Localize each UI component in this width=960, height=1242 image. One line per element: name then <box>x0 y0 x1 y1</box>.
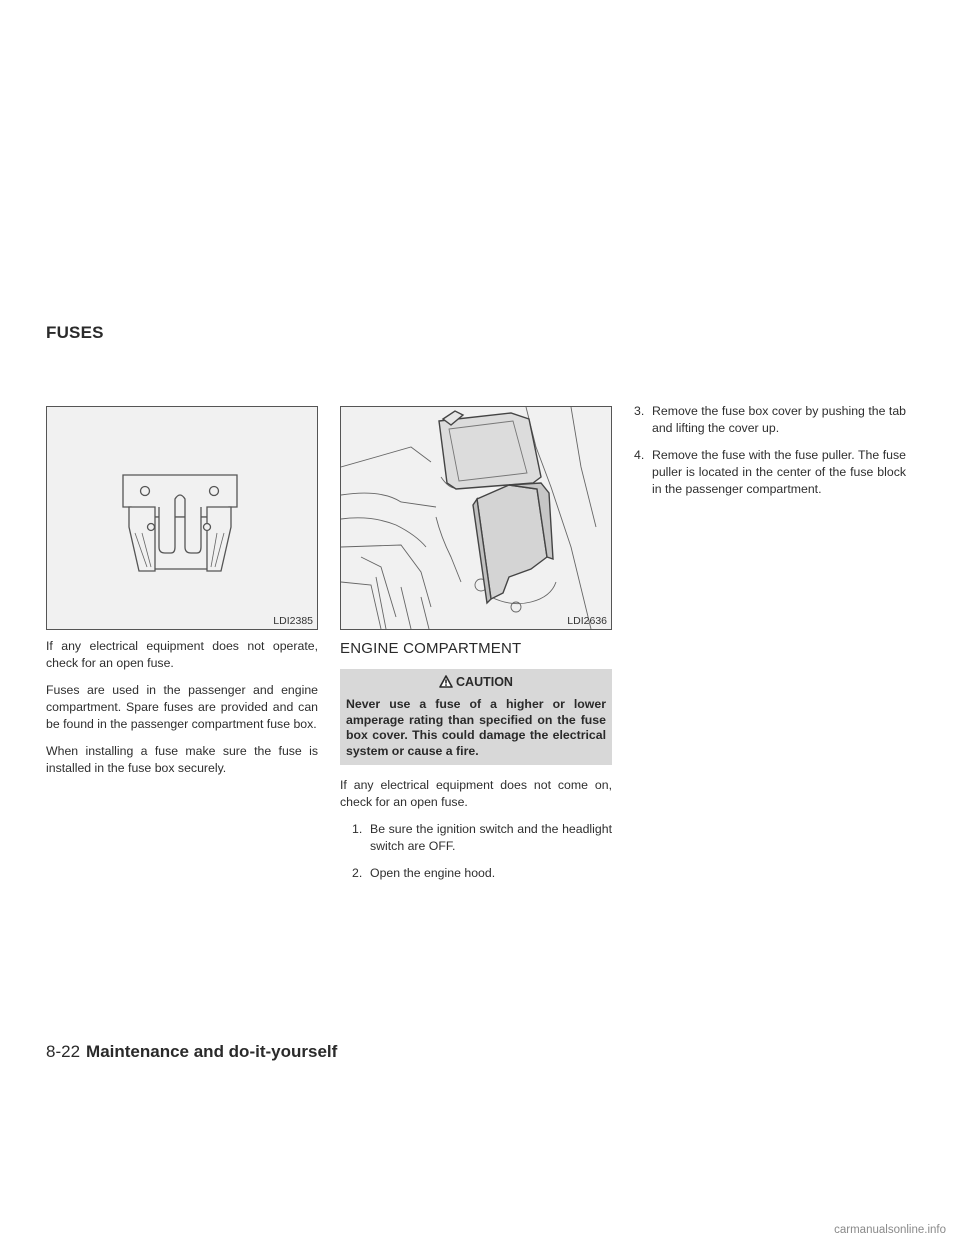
paragraph: If any electrical equipment does not come on, check for an open fuse. <box>340 778 612 809</box>
step-list <box>634 403 906 498</box>
page-number: 8-22 <box>46 1042 81 1061</box>
figure-code: LDI2636 <box>567 615 607 627</box>
caution-header <box>346 673 606 689</box>
engine-fuse-box-figure <box>340 406 612 630</box>
caution-text: Never use a fuse of a higher or lower amperage rating than specified on the fuse box cover. This could damage the electrical system or cause a fire. <box>346 697 606 758</box>
caution-title: CAUTION <box>456 675 513 689</box>
step-number: 1. <box>352 822 363 836</box>
step-text: Be sure the ignition switch and the headlight switch are OFF. <box>370 822 612 853</box>
step-list <box>340 821 612 882</box>
step-text: Open the engine hood. <box>370 866 496 880</box>
step-item <box>340 821 612 855</box>
blade-fuse-illustration <box>47 407 317 629</box>
column-3 <box>634 403 906 508</box>
paragraph: If any electrical equipment does not operate, check for an open fuse. <box>46 639 318 670</box>
paragraph: When installing a fuse make sure the fuse is installed in the fuse box securely. <box>46 744 318 775</box>
step-item <box>634 403 906 437</box>
subsection-heading: ENGINE COMPARTMENT <box>340 640 522 657</box>
chapter-title: Maintenance and do-it-yourself <box>86 1042 338 1061</box>
paragraph: Fuses are used in the passenger and engine compartment. Spare fuses are provided and can be found in the passenger compartment fuse box. <box>46 683 318 731</box>
step-number: 2. <box>352 866 363 880</box>
figure-code: LDI2385 <box>273 615 313 627</box>
step-text: Remove the fuse with the fuse puller. The fuse puller is located in the center of the fuse block in the passenger compartment. <box>652 448 906 496</box>
caution-box <box>340 669 612 765</box>
column-2 <box>340 406 612 892</box>
step-text: Remove the fuse box cover by pushing the tab and lifting the cover up. <box>652 404 906 435</box>
section-title: FUSES <box>46 323 104 342</box>
step-item <box>634 447 906 498</box>
watermark: carmanualsonline.info <box>834 1224 946 1236</box>
engine-fuse-box-illustration <box>341 407 611 629</box>
fuse-figure <box>46 406 318 630</box>
step-number: 3. <box>634 404 645 418</box>
step-item <box>340 865 612 882</box>
column-1 <box>46 406 318 787</box>
page-footer <box>46 1042 337 1062</box>
step-number: 4. <box>634 448 645 462</box>
warning-triangle-icon <box>439 675 453 688</box>
